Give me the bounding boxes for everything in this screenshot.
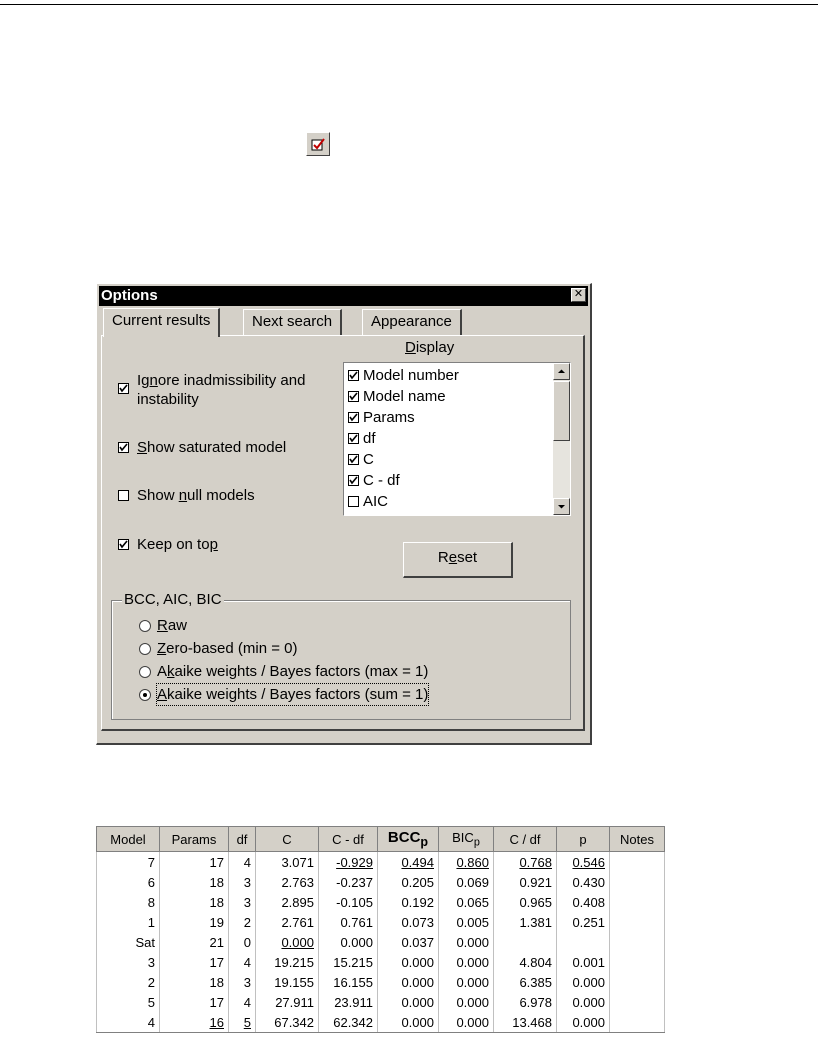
- close-button[interactable]: [571, 288, 586, 302]
- display-label: Display: [405, 339, 455, 356]
- table-row[interactable]: 8 18 3 2.895 -0.105 0.192 0.065 0.965 0.408: [97, 892, 665, 912]
- col-header-bicp[interactable]: $BIC_p$: [439, 827, 494, 852]
- table-row[interactable]: 3 17 4 19.215 15.215 0.000 0.000 4.804 0.001: [97, 952, 665, 972]
- options-dialog: [96, 283, 592, 745]
- table-row[interactable]: Sat 21 0 0.000 0.000 0.037 0.000: [97, 932, 665, 952]
- col-header-bccp[interactable]: $BCC_p$: [378, 827, 439, 852]
- checkbox-box[interactable]: [348, 475, 359, 486]
- radio-button-selected[interactable]: [139, 689, 151, 701]
- radio-button[interactable]: [139, 643, 151, 655]
- checkbox-box[interactable]: [118, 383, 129, 394]
- col-header-c-df[interactable]: C - df: [319, 827, 378, 852]
- col-header-df[interactable]: df: [229, 827, 256, 852]
- results-table: [96, 826, 665, 1033]
- dialog-title: Options: [101, 287, 158, 304]
- reset-button[interactable]: Reset: [403, 542, 513, 578]
- listbox-scrollbar[interactable]: [553, 363, 570, 515]
- arrow-down-icon: [554, 499, 569, 514]
- table-row[interactable]: 7 17 4 3.071 -0.929 0.494 0.860 0.768 0.546: [97, 852, 665, 873]
- col-header-p[interactable]: p: [557, 827, 610, 852]
- checkbox-box[interactable]: [118, 442, 129, 453]
- checkbox-box[interactable]: [348, 412, 359, 423]
- radio-button[interactable]: [139, 666, 151, 678]
- tab-panel-current-results: Ignore inadmissibility and instability Show saturated model Show null models Keep on top: [101, 335, 585, 731]
- scroll-down-button[interactable]: [553, 498, 570, 515]
- checkbox-box[interactable]: [118, 490, 129, 501]
- col-header-c[interactable]: C: [256, 827, 319, 852]
- col-header-model[interactable]: Model: [97, 827, 160, 852]
- table-header-row: [97, 827, 665, 852]
- checkbox-box[interactable]: [348, 496, 359, 507]
- options-checkbox-icon[interactable]: [306, 132, 330, 156]
- close-icon: ✕: [573, 288, 584, 300]
- table-row[interactable]: 2 18 3 19.155 16.155 0.000 0.000 6.385 0.000: [97, 972, 665, 992]
- tab-next-search[interactable]: Next search: [243, 309, 342, 335]
- checkbox-box[interactable]: [348, 433, 359, 444]
- table-row[interactable]: 1 19 2 2.761 0.761 0.073 0.005 1.381 0.251: [97, 912, 665, 932]
- col-header-params[interactable]: Params: [160, 827, 229, 852]
- scroll-up-button[interactable]: [553, 363, 570, 380]
- table-row[interactable]: 6 18 3 2.763 -0.237 0.205 0.069 0.921 0.430: [97, 872, 665, 892]
- checkbox-box[interactable]: [348, 454, 359, 465]
- arrow-up-icon: [554, 364, 569, 379]
- tab-appearance[interactable]: Appearance: [362, 309, 462, 335]
- tab-current-results[interactable]: Current results: [103, 308, 220, 337]
- bcc-aic-bic-group: BCC, AIC, BIC Raw Zero-based (min = 0) Akaike weights / Bayes factors (max = 1) Akaike weights / Bayes factors (sum = 1): [111, 600, 571, 720]
- checkbox-box[interactable]: [348, 391, 359, 402]
- display-listbox[interactable]: Model number Model name Params df C C - df AIC: [343, 362, 571, 516]
- col-header-c-per-df[interactable]: C / df: [494, 827, 557, 852]
- top-rule: [0, 4, 818, 5]
- scroll-thumb[interactable]: [553, 381, 570, 441]
- group-title: BCC, AIC, BIC: [124, 591, 222, 608]
- checkbox-box[interactable]: [348, 370, 359, 381]
- radio-button[interactable]: [139, 620, 151, 632]
- table-row[interactable]: 5 17 4 27.911 23.911 0.000 0.000 6.978 0.000: [97, 992, 665, 1012]
- dialog-titlebar: [99, 286, 588, 306]
- table-row[interactable]: 4 16 5 67.342 62.342 0.000 0.000 13.468 0.000: [97, 1012, 665, 1033]
- checkbox-box[interactable]: [118, 539, 129, 550]
- col-header-notes[interactable]: Notes: [610, 827, 665, 852]
